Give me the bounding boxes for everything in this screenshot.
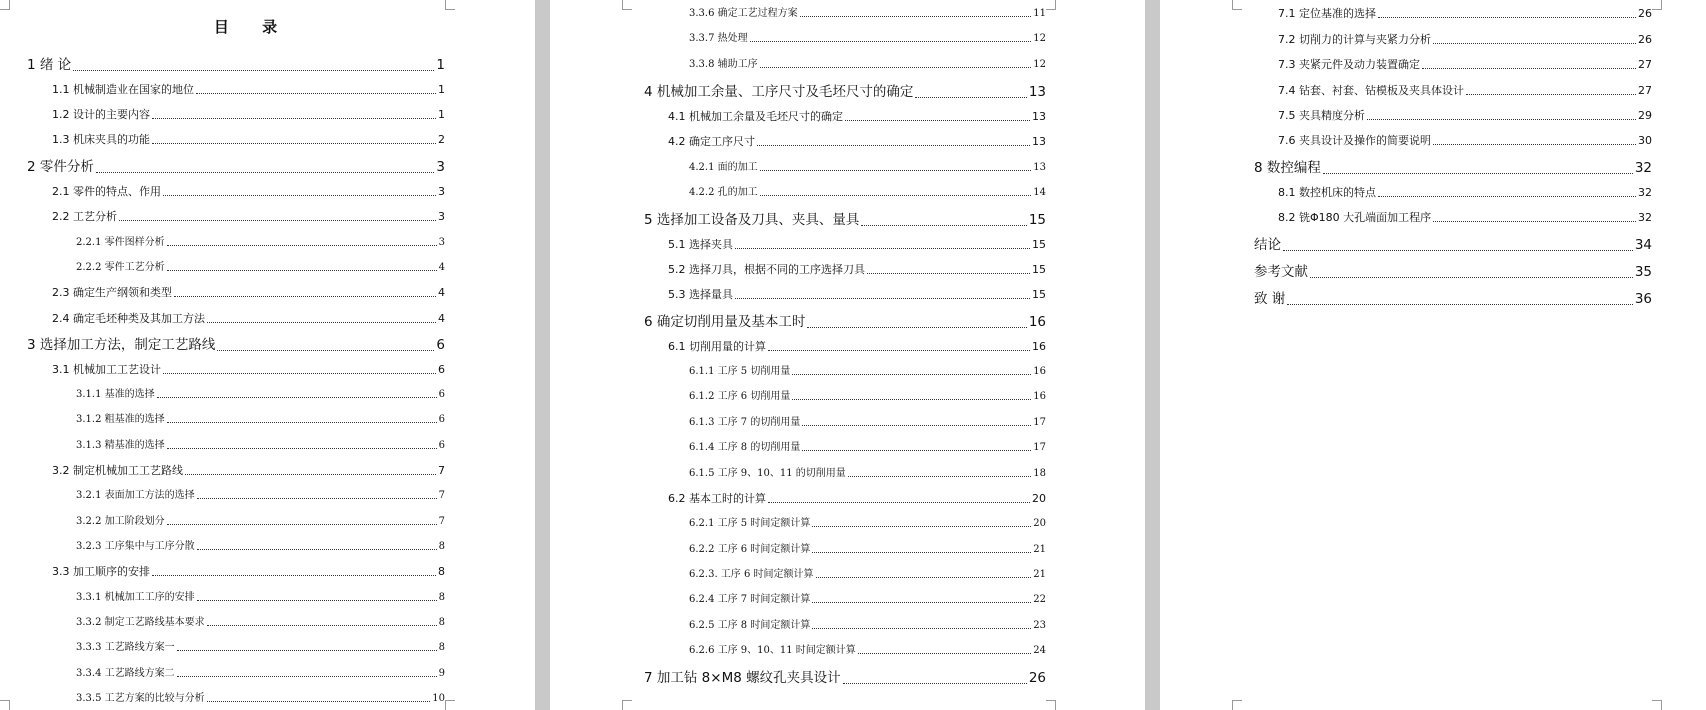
page-gap-right (1145, 0, 1160, 710)
toc-entry-title: 7.3 夹紧元件及动力装置确定 (1278, 58, 1420, 71)
dot-leader (735, 248, 1030, 249)
toc-entry-title: 6.1.4 工序 8 的切削用量 (689, 442, 801, 453)
toc-entry-title: 1.2 设计的主要内容 (52, 108, 150, 121)
toc-entry-page-number: 15 (1032, 263, 1046, 276)
toc-entry[interactable] (1254, 292, 1652, 308)
toc-entry-title: 3.3.2 制定工艺路线基本要求 (76, 617, 205, 628)
toc-title: 目 录 (213, 18, 292, 36)
toc-entry-page-number: 1 (436, 57, 445, 73)
toc-entry-title: 3.3.1 机械加工工序的安排 (76, 592, 195, 603)
toc-entry-page-number: 18 (1033, 468, 1046, 479)
toc-entry-title: 3.2.2 加工阶段划分 (76, 516, 165, 527)
dot-leader (1378, 17, 1636, 18)
toc-entry[interactable] (644, 671, 1046, 687)
toc-entry-page-number: 21 (1033, 544, 1046, 555)
toc-entry[interactable] (1278, 59, 1652, 72)
toc-entry-page-number: 16 (1033, 366, 1046, 377)
dot-leader (167, 448, 437, 449)
toc-entry-page-number: 36 (1634, 291, 1652, 307)
dot-leader (848, 476, 1031, 477)
dot-leader (167, 270, 437, 271)
toc-entry-page-number: 27 (1638, 84, 1652, 97)
crop-mark (1232, 0, 1242, 10)
toc-entry-title: 4.2 确定工序尺寸 (668, 135, 755, 148)
toc-entry-page-number: 8 (438, 592, 445, 603)
toc-entry[interactable] (689, 518, 1046, 530)
toc-entry[interactable] (76, 617, 445, 629)
toc-entry[interactable] (76, 389, 445, 401)
toc-entry-title: 6.1.2 工序 6 切削用量 (689, 391, 791, 402)
toc-entry[interactable] (52, 109, 445, 122)
toc-entry[interactable] (668, 493, 1046, 506)
toc-entry[interactable] (668, 341, 1046, 354)
toc-entry-title: 2.4 确定毛坯种类及其加工方法 (52, 312, 205, 325)
toc-entry-title: 3.1 机械加工工艺设计 (52, 363, 161, 376)
toc-entry[interactable] (689, 33, 1046, 45)
toc-entry[interactable] (668, 136, 1046, 149)
toc-entry-title: 3.3.4 工艺路线方案二 (76, 668, 175, 679)
toc-entry-title: 3.1.1 基准的选择 (76, 389, 155, 400)
toc-entry[interactable] (689, 59, 1046, 71)
toc-entry-title: 8.1 数控机床的特点 (1278, 186, 1376, 199)
toc-entry[interactable] (76, 237, 445, 249)
toc-entry-title: 3.1.2 粗基准的选择 (76, 414, 165, 425)
toc-entry-page-number: 15 (1028, 212, 1046, 228)
dot-leader (185, 474, 436, 475)
toc-entry-page-number: 6 (438, 414, 445, 425)
toc-entry-title: 6.1.3 工序 7 的切削用量 (689, 417, 801, 428)
dot-leader (915, 97, 1026, 98)
toc-entry-page-number: 8 (438, 541, 445, 552)
toc-entry-title: 3.3 加工顺序的安排 (52, 565, 150, 578)
toc-entry-title: 6.2.6 工序 9、10、11 时间定额计算 (689, 645, 856, 656)
toc-entry[interactable] (1278, 8, 1652, 21)
toc-entry-title: 1.3 机床夹具的功能 (52, 133, 150, 146)
toc-entry-title: 3 选择加工方法，制定工艺路线 (27, 337, 216, 353)
toc-entry-title: 3.3.3 工艺路线方案一 (76, 642, 175, 653)
dot-leader (760, 170, 1032, 171)
dot-leader (174, 296, 436, 297)
toc-entry-page-number: 10 (432, 693, 445, 704)
toc-entry[interactable] (1278, 85, 1652, 98)
dot-leader (207, 701, 431, 702)
crop-mark (622, 0, 632, 10)
dot-leader (843, 683, 1027, 684)
dot-leader (802, 425, 1031, 426)
toc-entry-title: 6.2.5 工序 8 时间定额计算 (689, 620, 811, 631)
toc-entry-title: 6.2.4 工序 7 时间定额计算 (689, 594, 811, 605)
toc-entry[interactable] (689, 417, 1046, 429)
toc-entry[interactable] (668, 264, 1046, 277)
dot-leader (1422, 68, 1636, 69)
toc-entry[interactable] (644, 213, 1046, 229)
toc-entry[interactable] (76, 642, 445, 654)
dot-leader (207, 322, 436, 323)
dot-leader (812, 526, 1031, 527)
toc-entry[interactable] (668, 289, 1046, 302)
dot-leader (177, 676, 437, 677)
toc-entry-title: 3.1.3 精基准的选择 (76, 440, 165, 451)
toc-entry[interactable] (76, 541, 445, 553)
toc-entry-page-number: 26 (1028, 670, 1046, 686)
toc-entry-page-number: 3 (438, 210, 445, 223)
toc-entry-title: 7.4 钻套、衬套、钻模板及夹具体设计 (1278, 84, 1464, 97)
toc-entry-page-number: 27 (1638, 58, 1652, 71)
dot-leader (197, 498, 437, 499)
toc-entry-page-number: 6 (438, 363, 445, 376)
toc-entry-page-number: 16 (1028, 314, 1046, 330)
toc-entry-page-number: 15 (1032, 288, 1046, 301)
toc-entry-page-number: 13 (1032, 110, 1046, 123)
dot-leader (217, 350, 434, 351)
toc-entry-page-number: 20 (1033, 518, 1046, 529)
page-gap-left (535, 0, 550, 710)
toc-entry-page-number: 24 (1033, 645, 1046, 656)
dot-leader (861, 225, 1026, 226)
toc-entry-page-number: 16 (1033, 391, 1046, 402)
toc-entry[interactable] (52, 566, 445, 579)
crop-mark (1652, 700, 1662, 710)
toc-entry-title: 7.5 夹具精度分析 (1278, 109, 1365, 122)
toc-entry-title: 4.2.2 孔的加工 (689, 187, 758, 198)
toc-entry-title: 2.2.1 零件图样分析 (76, 237, 165, 248)
toc-entry-title: 6.2.2 工序 6 时间定额计算 (689, 544, 811, 555)
toc-entry-title: 参考文献 (1254, 264, 1308, 280)
toc-entry-page-number: 20 (1032, 492, 1046, 505)
toc-entry[interactable] (76, 262, 445, 274)
toc-entry-page-number: 21 (1033, 569, 1046, 580)
toc-entry-title: 3.2.3 工序集中与工序分散 (76, 541, 195, 552)
toc-entry-title: 8.2 铣Φ180 大孔端面加工程序 (1278, 211, 1432, 224)
dot-leader (812, 628, 1031, 629)
toc-entry-title: 5.3 选择量具 (668, 288, 733, 301)
dot-leader (858, 653, 1031, 654)
toc-entry[interactable] (1278, 187, 1652, 200)
dot-leader (197, 600, 437, 601)
toc-entry[interactable] (689, 442, 1046, 454)
dot-leader (1433, 221, 1636, 222)
dot-leader (760, 195, 1032, 196)
dot-leader (792, 374, 1031, 375)
toc-entry-title: 3.3.6 确定工艺过程方案 (689, 8, 798, 19)
toc-entry[interactable] (76, 490, 445, 502)
document-page-1 (0, 0, 535, 710)
toc-entry-title: 5.2 选择刀具，根据不同的工序选择刀具 (668, 263, 865, 276)
toc-entry[interactable] (1278, 34, 1652, 47)
toc-entry-page-number: 8 (438, 642, 445, 653)
dot-leader (1466, 94, 1636, 95)
document-page-3 (1160, 0, 1706, 710)
dot-leader (768, 502, 1030, 503)
toc-entry-page-number: 7 (438, 516, 445, 527)
dot-leader (73, 70, 434, 71)
toc-entry[interactable] (689, 544, 1046, 556)
toc-entry-title: 2.1 零件的特点、作用 (52, 185, 161, 198)
toc-entry-page-number: 2 (438, 133, 445, 146)
toc-entry[interactable] (1278, 135, 1652, 148)
toc-entry-title: 5 选择加工设备及刀具、夹具、量具 (644, 212, 860, 228)
dot-leader (867, 273, 1030, 274)
toc-entry-title: 8 数控编程 (1254, 160, 1321, 176)
toc-entry[interactable] (52, 211, 445, 224)
toc-entry-title: 6.1.1 工序 5 切削用量 (689, 366, 791, 377)
toc-entry-page-number: 9 (438, 668, 445, 679)
crop-mark (622, 700, 632, 710)
toc-entry-title: 1 绪 论 (27, 57, 72, 73)
toc-entry-page-number: 3 (438, 185, 445, 198)
dot-leader (735, 298, 1030, 299)
toc-entry[interactable] (644, 315, 1046, 331)
toc-entry-page-number: 6 (436, 337, 445, 353)
toc-entry-page-number: 17 (1033, 417, 1046, 428)
toc-entry-title: 3.3.7 热处理 (689, 33, 748, 44)
toc-entry-page-number: 13 (1033, 162, 1046, 173)
dot-leader (1433, 144, 1636, 145)
dot-leader (807, 327, 1026, 328)
toc-entry[interactable] (689, 366, 1046, 378)
toc-entry-page-number: 26 (1638, 7, 1652, 20)
toc-entry-page-number: 32 (1634, 160, 1652, 176)
toc-entry-title: 7 加工钻 8×M8 螺纹孔夹具设计 (644, 670, 841, 686)
toc-entry-page-number: 12 (1033, 33, 1046, 44)
toc-entry-page-number: 22 (1033, 594, 1046, 605)
dot-leader (802, 450, 1031, 451)
crop-mark (1232, 700, 1242, 710)
toc-entry-title: 1.1 机械制造业在国家的地位 (52, 83, 194, 96)
dot-leader (1310, 277, 1633, 278)
dot-leader (96, 172, 435, 173)
toc-entry-title: 7.6 夹具设计及操作的简要说明 (1278, 134, 1431, 147)
toc-entry-page-number: 16 (1032, 340, 1046, 353)
toc-entry[interactable] (27, 160, 445, 176)
toc-entry-page-number: 32 (1638, 186, 1652, 199)
toc-entry[interactable] (1278, 212, 1652, 225)
dot-leader (1378, 196, 1636, 197)
toc-entry-page-number: 8 (438, 617, 445, 628)
toc-entry-page-number: 15 (1032, 238, 1046, 251)
dot-leader (1433, 43, 1636, 44)
toc-entry-page-number: 8 (438, 565, 445, 578)
dot-leader (119, 220, 436, 221)
dot-leader (196, 93, 436, 94)
toc-entry-title: 6.1 切削用量的计算 (668, 340, 766, 353)
toc-entry-title: 2.3 确定生产纲领和类型 (52, 286, 172, 299)
toc-entry[interactable] (1254, 265, 1652, 281)
toc-entry-title: 6.1.5 工序 9、10、11 的切削用量 (689, 468, 846, 479)
toc-entry-title: 6.2.1 工序 5 时间定额计算 (689, 518, 811, 529)
dot-leader (1287, 304, 1633, 305)
toc-entry-title: 4 机械加工余量、工序尺寸及毛坯尺寸的确定 (644, 84, 914, 100)
toc-entry-title: 2.2 工艺分析 (52, 210, 117, 223)
dot-leader (152, 143, 436, 144)
toc-entry[interactable] (52, 313, 445, 326)
toc-entry-title: 6 确定切削用量及基本工时 (644, 314, 806, 330)
toc-entry[interactable] (1254, 161, 1652, 177)
toc-entry-title: 3.3.8 辅助工序 (689, 59, 758, 70)
toc-entry[interactable] (689, 8, 1046, 20)
crop-mark (1046, 700, 1056, 710)
toc-entry[interactable] (689, 391, 1046, 403)
crop-mark (0, 0, 10, 10)
toc-entry-page-number: 26 (1638, 33, 1652, 46)
dot-leader (757, 145, 1030, 146)
toc-entry[interactable] (689, 645, 1046, 657)
dot-leader (800, 16, 1032, 17)
crop-mark (1652, 0, 1662, 10)
dot-leader (157, 397, 437, 398)
toc-entry-page-number: 1 (438, 108, 445, 121)
toc-entry-title: 3.2.1 表面加工方法的选择 (76, 490, 195, 501)
toc-entry[interactable] (52, 134, 445, 147)
toc-entry[interactable] (76, 440, 445, 452)
toc-entry-page-number: 4 (438, 312, 445, 325)
toc-entry-page-number: 3 (438, 237, 445, 248)
toc-entry-page-number: 4 (438, 286, 445, 299)
dot-leader (816, 577, 1032, 578)
dot-leader (845, 120, 1030, 121)
toc-entry-page-number: 1 (438, 83, 445, 96)
toc-entry[interactable] (52, 287, 445, 300)
toc-entry-title: 6.2.3. 工序 6 时间定额计算 (689, 569, 814, 580)
toc-entry-title: 7.1 定位基准的选择 (1278, 7, 1376, 20)
dot-leader (760, 67, 1032, 68)
toc-entry-page-number: 4 (438, 262, 445, 273)
toc-entry[interactable] (76, 414, 445, 426)
toc-entry-title: 3.3.5 工艺方案的比较与分析 (76, 693, 205, 704)
toc-entry[interactable] (644, 85, 1046, 101)
toc-entry-page-number: 23 (1033, 620, 1046, 631)
toc-entry[interactable] (76, 693, 445, 705)
toc-entry-title: 2 零件分析 (27, 159, 94, 175)
dot-leader (1367, 119, 1636, 120)
toc-entry-page-number: 32 (1638, 211, 1652, 224)
dot-leader (750, 41, 1032, 42)
toc-entry[interactable] (668, 111, 1046, 124)
toc-entry[interactable] (1254, 238, 1652, 254)
toc-entry-title: 4.2.1 面的加工 (689, 162, 758, 173)
toc-entry[interactable] (52, 465, 445, 478)
toc-entry-title: 5.1 选择夹具 (668, 238, 733, 251)
dot-leader (197, 549, 437, 550)
toc-entry[interactable] (689, 187, 1046, 199)
toc-entry-page-number: 14 (1033, 187, 1046, 198)
toc-entry[interactable] (668, 239, 1046, 252)
crop-mark (445, 700, 455, 710)
toc-entry-title: 4.1 机械加工余量及毛坯尺寸的确定 (668, 110, 843, 123)
toc-entry[interactable] (689, 594, 1046, 606)
toc-entry-title: 6.2 基本工时的计算 (668, 492, 766, 505)
dot-leader (812, 602, 1031, 603)
toc-entry[interactable] (689, 162, 1046, 174)
toc-entry-page-number: 6 (438, 389, 445, 400)
toc-entry[interactable] (52, 84, 445, 97)
toc-entry[interactable] (52, 186, 445, 199)
toc-entry-page-number: 6 (438, 440, 445, 451)
toc-entry-page-number: 7 (438, 464, 445, 477)
dot-leader (163, 195, 436, 196)
toc-entry-page-number: 13 (1028, 84, 1046, 100)
toc-entry-page-number: 13 (1032, 135, 1046, 148)
toc-entry-page-number: 34 (1634, 237, 1652, 253)
crop-mark (0, 700, 10, 710)
crop-mark (1046, 0, 1056, 10)
toc-entry[interactable] (76, 516, 445, 528)
toc-entry[interactable] (689, 620, 1046, 632)
toc-entry-page-number: 11 (1033, 8, 1046, 19)
dot-leader (163, 373, 436, 374)
dot-leader (812, 552, 1031, 553)
toc-entry[interactable] (689, 569, 1046, 581)
toc-entry-page-number: 30 (1638, 134, 1652, 147)
toc-entry-title: 7.2 切削力的计算与夹紧力分析 (1278, 33, 1431, 46)
toc-entry-page-number: 35 (1634, 264, 1652, 280)
dot-leader (768, 350, 1030, 351)
toc-entry-page-number: 29 (1638, 109, 1652, 122)
toc-entry-title: 3.2 制定机械加工工艺路线 (52, 464, 183, 477)
dot-leader (167, 245, 437, 246)
toc-entry[interactable] (52, 364, 445, 377)
dot-leader (152, 575, 436, 576)
toc-entry[interactable] (76, 668, 445, 680)
toc-entry-title: 2.2.2 零件工艺分析 (76, 262, 165, 273)
toc-entry-page-number: 7 (438, 490, 445, 501)
toc-entry[interactable] (689, 468, 1046, 480)
document-page-2 (550, 0, 1065, 710)
dot-leader (167, 524, 437, 525)
dot-leader (792, 399, 1031, 400)
dot-leader (1283, 250, 1633, 251)
toc-entry[interactable] (1278, 110, 1652, 123)
dot-leader (167, 422, 437, 423)
toc-entry[interactable] (27, 58, 445, 74)
toc-entry-title: 结论 (1254, 237, 1281, 253)
toc-entry[interactable] (27, 338, 445, 354)
toc-entry[interactable] (76, 592, 445, 604)
toc-entry-title: 致 谢 (1254, 291, 1286, 307)
dot-leader (152, 118, 436, 119)
dot-leader (1323, 173, 1633, 174)
toc-entry-page-number: 3 (436, 159, 445, 175)
dot-leader (207, 625, 437, 626)
crop-mark (445, 0, 455, 10)
dot-leader (177, 650, 437, 651)
toc-entry-page-number: 17 (1033, 442, 1046, 453)
toc-entry-page-number: 12 (1033, 59, 1046, 70)
